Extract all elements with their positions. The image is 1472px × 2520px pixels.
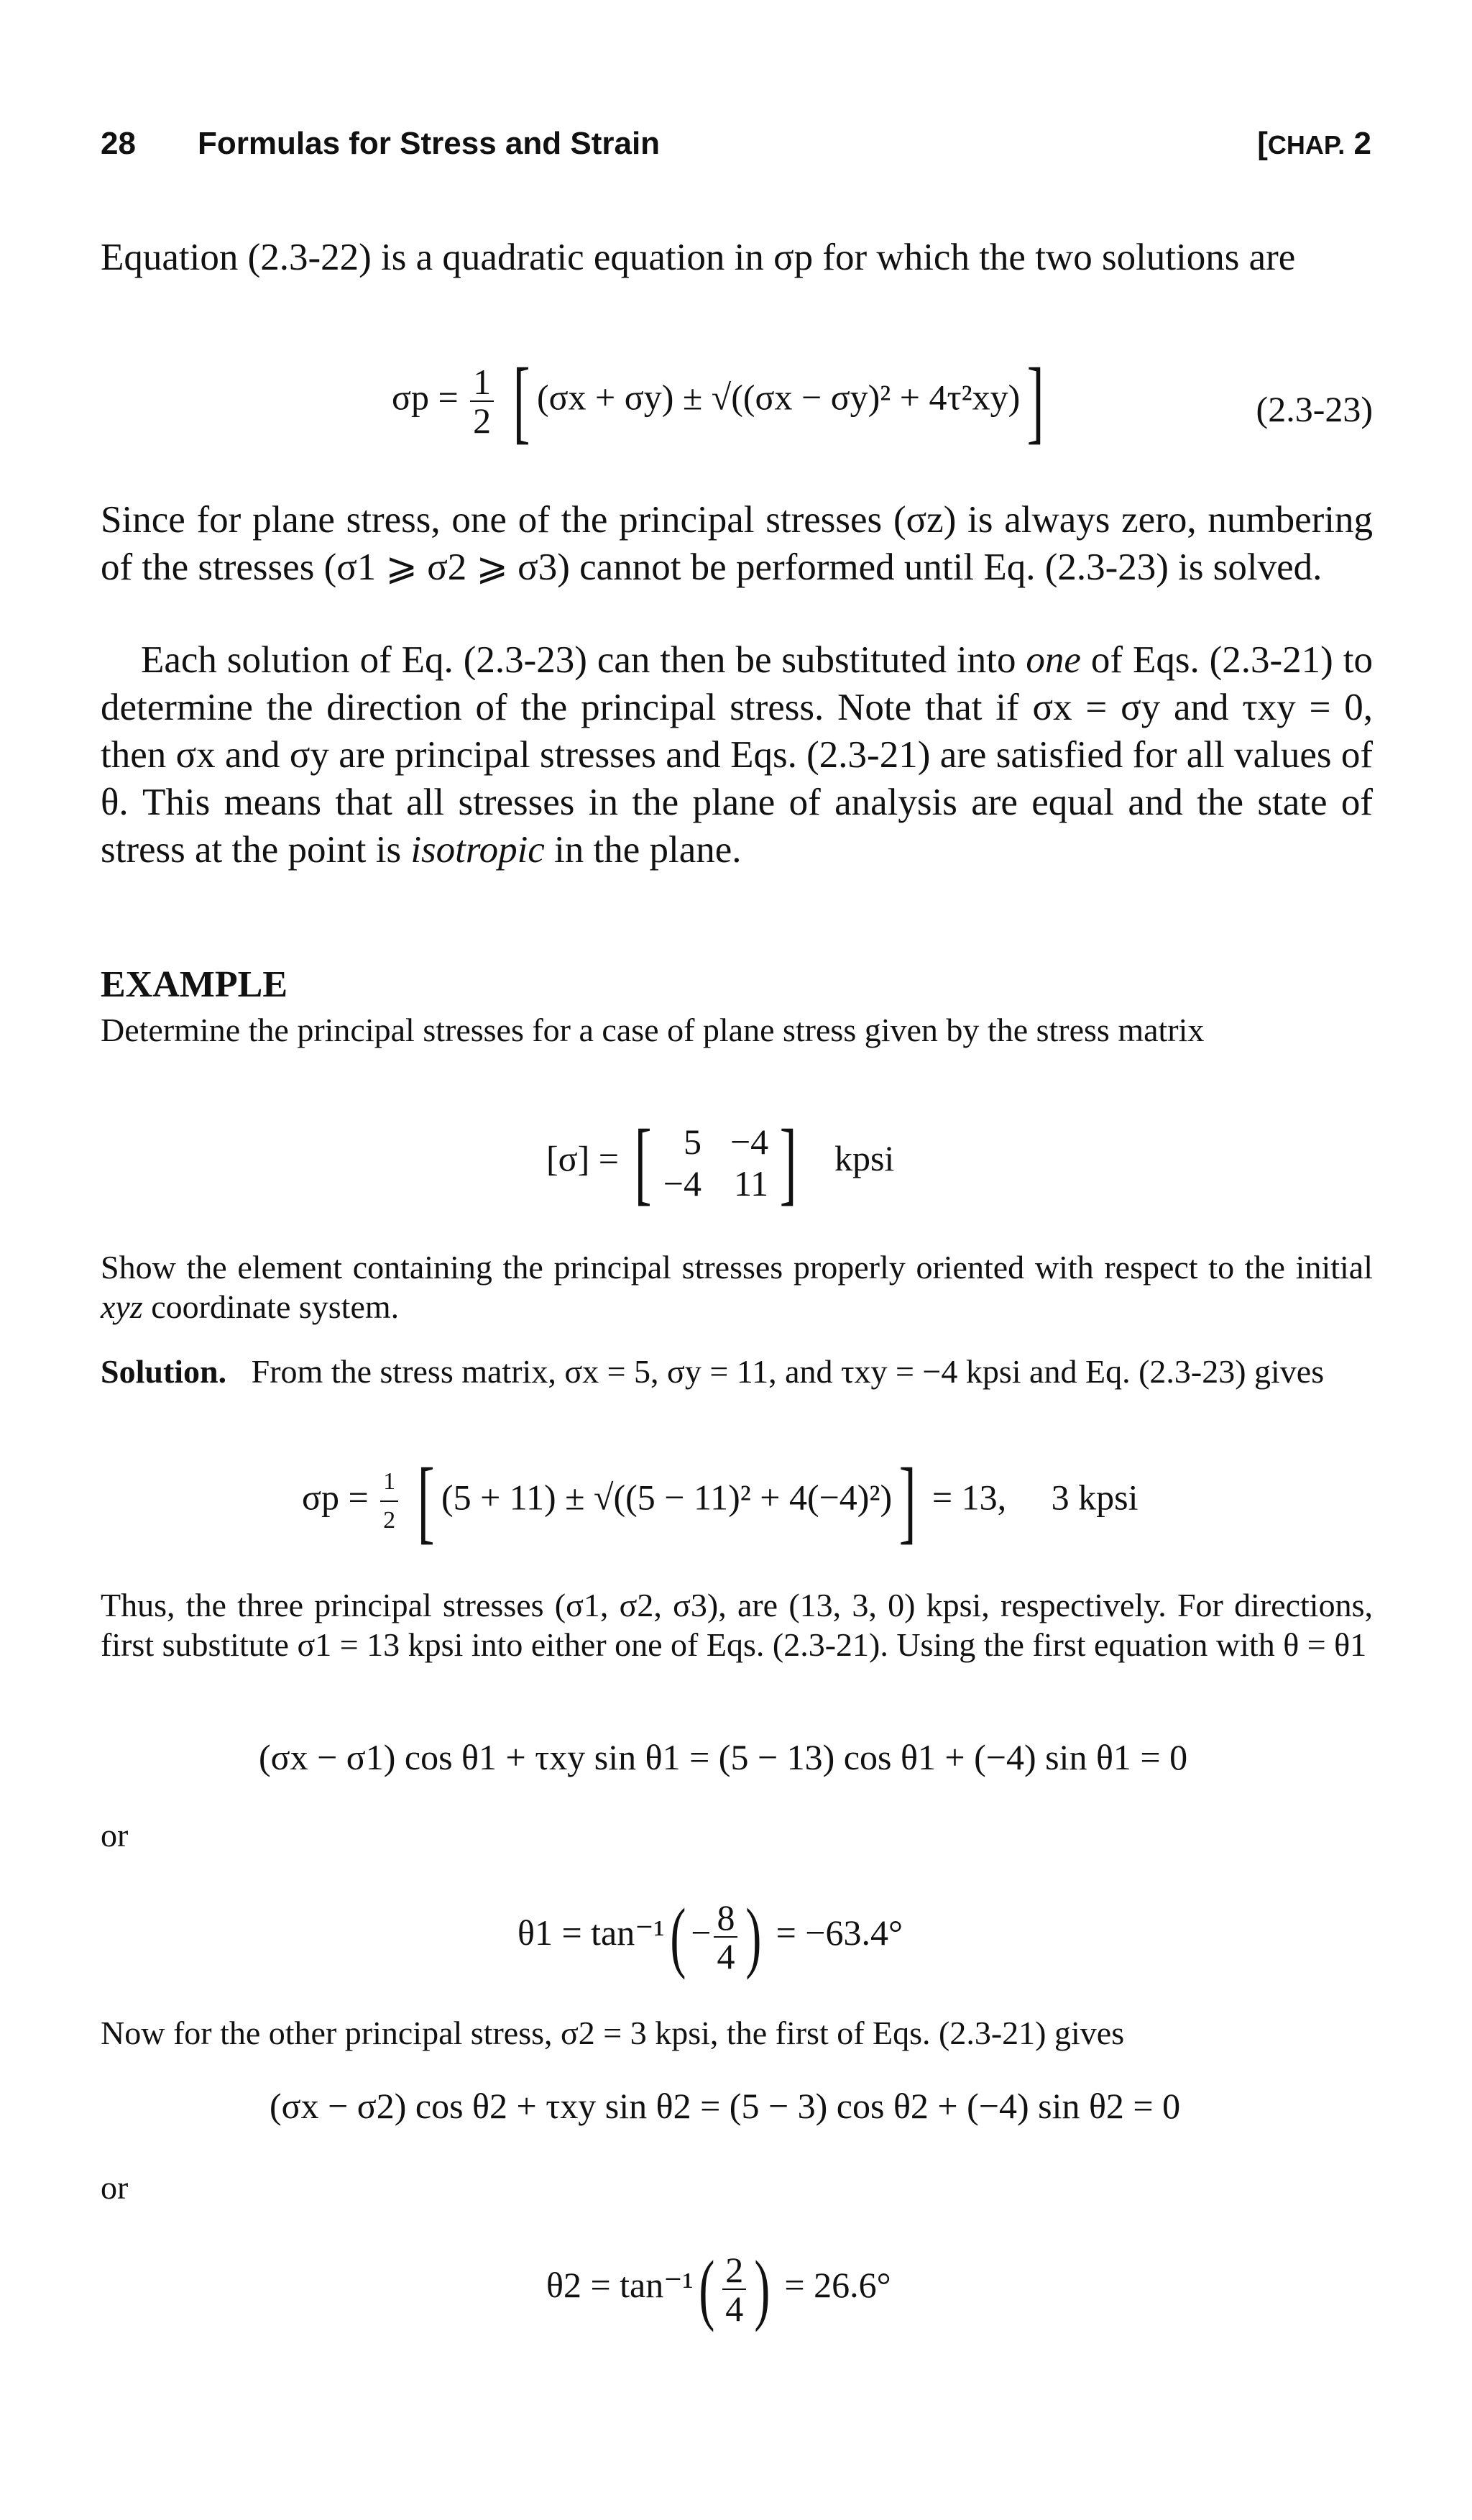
chapter-label: [CHAP. 2 bbox=[1257, 126, 1371, 161]
or-text-1: or bbox=[101, 1817, 129, 1854]
equation-theta1: θ1 = tan⁻¹( − $\frac{8}{4}$ ) = −63.4° bbox=[518, 1892, 903, 1980]
equation-theta2: θ2 = tan⁻¹( $\frac{2}{4}$ ) = 26.6° bbox=[546, 2245, 891, 2332]
paragraph-solutions: Each solution of Eq. (2.3-23) can then be substituted into one of Eqs. (2.3-21) to determine the direction of the principal stress. Note that if σx = σy and τxy = 0, then σx and σy are principal stresses and Eqs. (2.3-21) are satisfied for all values of θ. This means that all stresses in the plane of analysis are equal and the state of stress at the point is isotropic in the plane. bbox=[101, 639, 1373, 871]
matrix-cells: 5 −4 −4 11 bbox=[663, 1122, 769, 1204]
equation-sigma-p: σp = $\frac{1}{2}$ [ (5 + 11) ± √((5 − 11)² + 4(−4)²)] = 13, 3 kpsi bbox=[302, 1449, 1138, 1553]
equation-theta2-expanded: (σx − σ2) cos θ2 + τxy sin θ2 = (5 − 3) cos θ2 + (−4) sin θ2 = 0 bbox=[270, 2086, 1181, 2126]
second-stress-paragraph: Now for the other principal stress, σ2 = 3 kpsi, the first of Eqs. (2.3-21) gives bbox=[101, 2015, 1125, 2051]
example-heading: EXAMPLE bbox=[101, 964, 288, 1005]
solution-paragraph: Solution. From the stress matrix, σx = 5, σy = 11, and τxy = −4 kpsi and Eq. (2.3-23) gives bbox=[101, 1353, 1325, 1390]
equation-theta1-expanded: (σx − σ1) cos θ1 + τxy sin θ1 = (5 − 13) cos θ1 + (−4) sin θ1 = 0 bbox=[259, 1737, 1188, 1777]
stress-matrix: [σ] = [ 5 −4 −4 11 ] kpsi bbox=[546, 1111, 895, 1214]
matrix-lhs: [σ] = bbox=[546, 1138, 619, 1179]
eq-body: (σx + σy) ± √((σx − σy)² + 4τ²xy) bbox=[536, 377, 1021, 418]
paragraph-plane-stress: Since for plane stress, one of the principal stresses (σz) is always zero, numbering of the stresses (σ1 ⩾ σ2 ⩾ σ3) cannot be performed until Eq. (2.3-23) is solved. bbox=[101, 499, 1373, 588]
equation-2-3-23: σp = $\frac{1}{2}$ [ (σx + σy) ± √((σx − σy)² + 4τ²xy)] bbox=[392, 349, 1044, 453]
eq-lhs: σp = bbox=[392, 377, 459, 418]
or-text-2: or bbox=[101, 2169, 129, 2206]
matrix-unit: kpsi bbox=[834, 1138, 895, 1179]
paragraph-intro: Equation (2.3-22) is a quadratic equation in σp for which the two solutions are bbox=[101, 237, 1296, 278]
principal-stress-paragraph: Thus, the three principal stresses (σ1, σ2, σ3), are (13, 3, 0) kpsi, respectively. For directions, first substitute σ1 = 13 kpsi into either one of Eqs. (2.3-21). Using the first equation with θ = θ1 bbox=[101, 1587, 1373, 1663]
equation-number: (2.3-23) bbox=[1256, 389, 1373, 429]
running-title: Formulas for Stress and Strain bbox=[198, 126, 661, 161]
page-number: 28 bbox=[101, 126, 136, 161]
example-statement: Determine the principal stresses for a case of plane stress given by the stress matrix bbox=[101, 1012, 1205, 1048]
running-header bbox=[101, 126, 1371, 169]
show-statement: Show the element containing the principal stresses properly oriented with respect to the initial xyz coordinate system. bbox=[101, 1249, 1373, 1325]
eq-fraction: $\frac{1}{2}$ bbox=[470, 363, 494, 439]
